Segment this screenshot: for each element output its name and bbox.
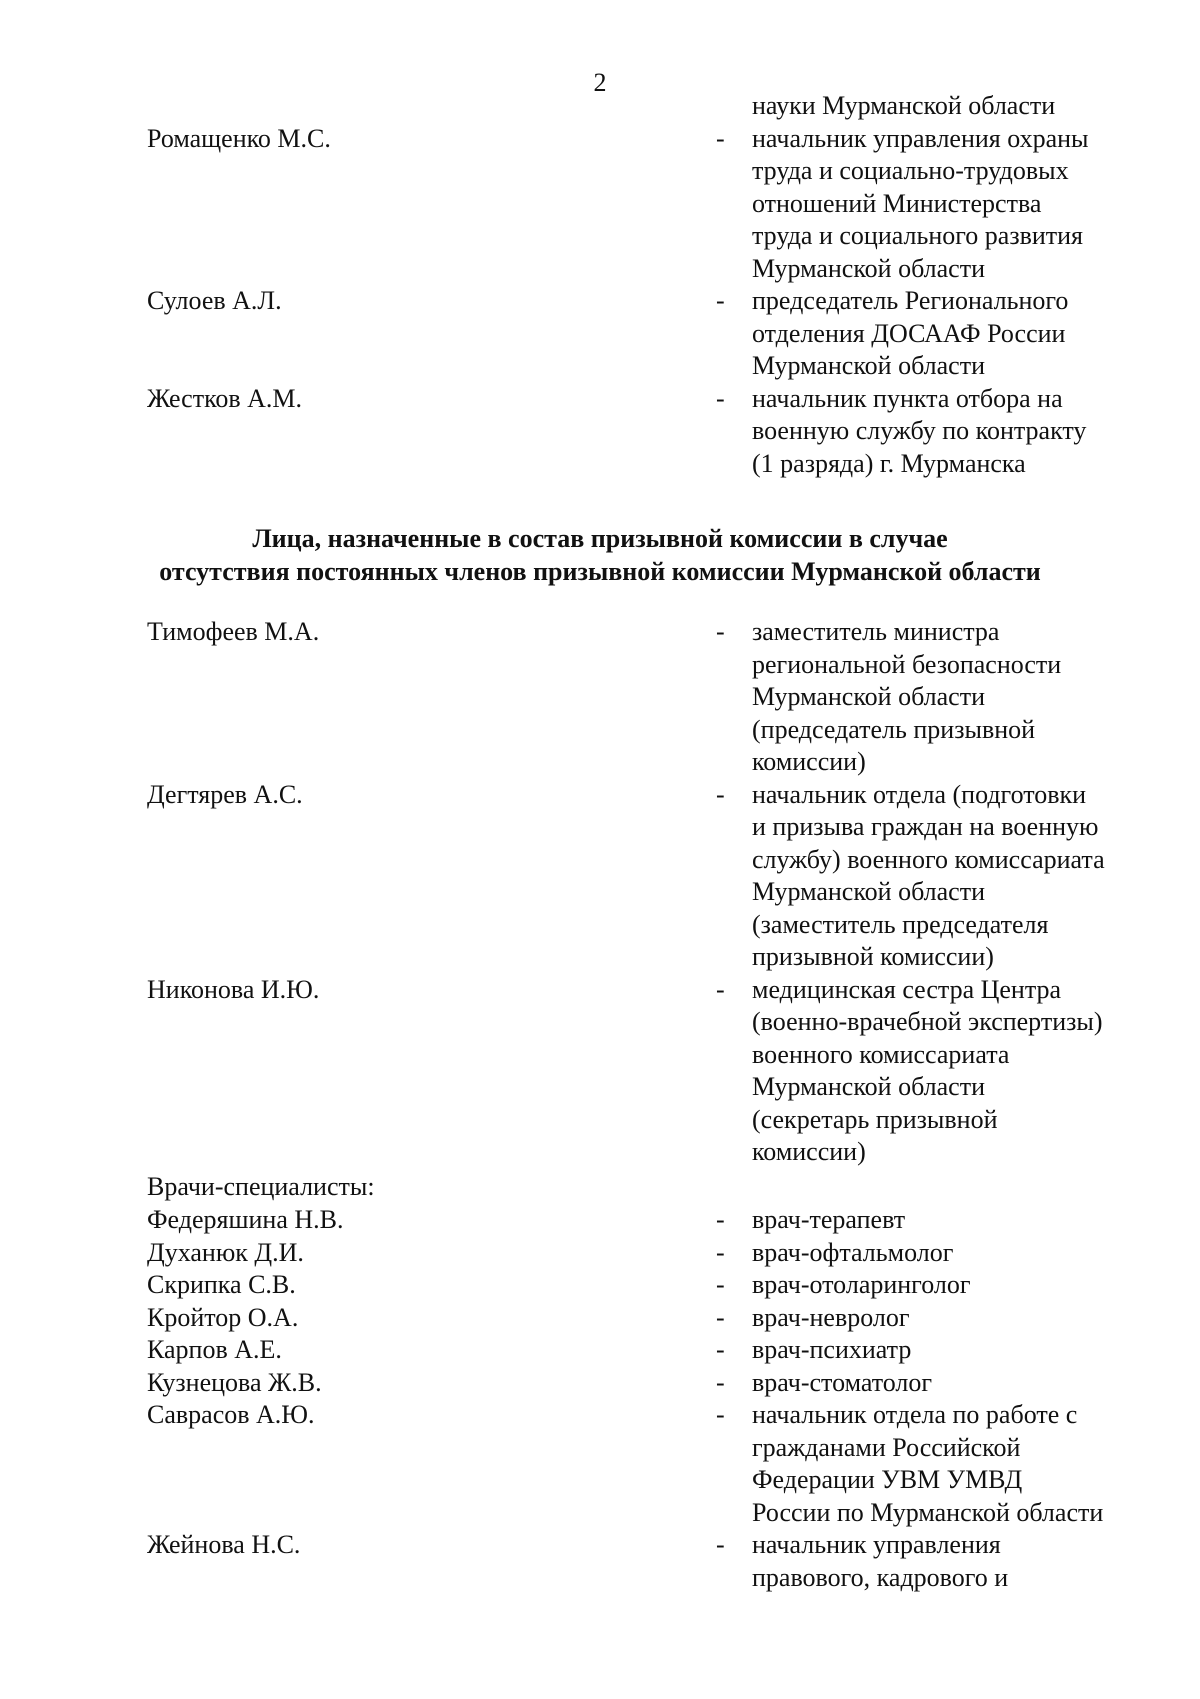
- alternates-list: [0, 616, 1200, 1169]
- top-members-list: [0, 123, 1200, 481]
- role-line: врач-отоларинголог: [752, 1270, 971, 1299]
- member-row: [0, 1529, 1200, 1594]
- member-role: [752, 1399, 1172, 1529]
- specialists-label: Врачи-специалисты:: [147, 1172, 375, 1201]
- continuation-line: науки Мурманской области: [752, 91, 1056, 120]
- role-line: правового, кадрового и: [752, 1562, 1009, 1592]
- member-name: Кузнецова Ж.В.: [147, 1367, 322, 1397]
- role-line: председатель Регионального: [752, 286, 1069, 315]
- role-line: региональной безопасности: [752, 649, 1062, 679]
- role-line: врач-офтальмолог: [752, 1237, 954, 1267]
- role-line: труда и социального развития: [752, 221, 1084, 250]
- role-line: гражданами Российской: [752, 1432, 1021, 1462]
- member-row: [0, 1237, 1200, 1270]
- role-line: комиссии): [752, 747, 866, 776]
- role-line: военную службу по контракту: [752, 416, 1087, 445]
- member-row: [0, 1367, 1200, 1400]
- member-role: [752, 285, 1172, 383]
- member-name: Федеряшина Н.В.: [147, 1205, 344, 1234]
- member-row: [0, 383, 1200, 481]
- role-line: врач-стоматолог: [752, 1367, 933, 1397]
- role-line: Мурманской области: [752, 351, 985, 380]
- role-line: начальник пункта отбора на: [752, 383, 1063, 413]
- alternates-block: [0, 616, 1200, 1169]
- role-line: отделения ДОСААФ России: [752, 318, 1066, 348]
- dash-separator: -: [716, 617, 725, 646]
- member-name: Духанюк Д.И.: [147, 1237, 304, 1267]
- continuation-row: [0, 90, 1200, 123]
- role-line: Мурманской области: [752, 877, 985, 906]
- member-role: [752, 1237, 1172, 1270]
- member-role: [752, 616, 1172, 779]
- dash-separator: -: [716, 1205, 725, 1234]
- dash-separator: -: [716, 1530, 725, 1559]
- role-line: отношений Министерства: [752, 188, 1042, 218]
- role-line: начальник управления: [752, 1530, 1001, 1559]
- member-role: [752, 1204, 1172, 1237]
- member-role: [752, 779, 1172, 974]
- role-line: военного комиссариата: [752, 1039, 1010, 1069]
- top-members-block: [0, 90, 1200, 480]
- role-line: медицинская сестра Центра: [752, 974, 1062, 1004]
- member-name: Никонова И.Ю.: [147, 974, 320, 1004]
- member-role: [752, 1269, 1172, 1302]
- role-line: и призыва граждан на военную: [752, 812, 1099, 841]
- dash-separator: -: [716, 1302, 725, 1332]
- dash-separator: -: [716, 779, 725, 809]
- role-line: заместитель министра: [752, 617, 1000, 646]
- dash-separator: -: [716, 1400, 725, 1429]
- member-role: [752, 1367, 1172, 1400]
- member-row: [0, 1334, 1200, 1367]
- role-line: (военно-врачебной экспертизы): [752, 1007, 1103, 1036]
- dash-separator: -: [716, 1237, 725, 1267]
- member-name: Ромащенко М.С.: [147, 123, 331, 153]
- dash-separator: -: [716, 1270, 725, 1299]
- role-line: Мурманской области: [752, 1072, 985, 1101]
- member-name: Кройтор О.А.: [147, 1302, 299, 1332]
- member-role: [752, 974, 1172, 1169]
- role-line: службу) военного комиссариата: [752, 844, 1105, 874]
- role-line: (1 разряда) г. Мурманска: [752, 448, 1026, 478]
- role-line: врач-невролог: [752, 1302, 910, 1332]
- member-name: Дегтярев А.С.: [147, 779, 303, 809]
- member-role: [752, 123, 1172, 286]
- role-line: (секретарь призывной: [752, 1104, 998, 1134]
- member-row: [0, 616, 1200, 779]
- member-role: [752, 1529, 1172, 1594]
- page-number: 2: [593, 68, 607, 97]
- member-row: [0, 974, 1200, 1169]
- member-row: [0, 285, 1200, 383]
- dash-separator: -: [716, 286, 725, 315]
- member-name: Сулоев А.Л.: [147, 286, 282, 315]
- member-name: Скрипка С.В.: [147, 1270, 296, 1299]
- role-line: Мурманской области: [752, 682, 985, 711]
- member-role: [752, 1302, 1172, 1335]
- member-name: Жестков А.М.: [147, 383, 303, 413]
- role-line: начальник управления охраны: [752, 123, 1089, 153]
- role-line: комиссии): [752, 1137, 866, 1166]
- dash-separator: -: [716, 123, 725, 153]
- specialists-block: [0, 1204, 1200, 1594]
- role-line: врач-психиатр: [752, 1335, 912, 1364]
- dash-separator: -: [716, 383, 725, 413]
- role-line: призывной комиссии): [752, 942, 994, 971]
- member-row: [0, 779, 1200, 974]
- member-name: Саврасов А.Ю.: [147, 1400, 315, 1429]
- section-heading-line-1: Лица, назначенные в состав призывной комиссии в случае: [252, 524, 948, 553]
- role-line: (заместитель председателя: [752, 909, 1049, 939]
- member-row: [0, 123, 1200, 286]
- section-heading: [0, 522, 1200, 588]
- role-line: (председатель призывной: [752, 714, 1036, 744]
- section-heading-line-2: отсутствия постоянных членов призывной комиссии Мурманской области: [159, 557, 1041, 586]
- member-row: [0, 1302, 1200, 1335]
- member-row: [0, 1204, 1200, 1237]
- specialists-list: [0, 1204, 1200, 1594]
- dash-separator: -: [716, 1367, 725, 1397]
- member-role: [752, 383, 1172, 481]
- role-line: начальник отдела по работе с: [752, 1400, 1078, 1429]
- role-line: труда и социально-трудовых: [752, 156, 1069, 185]
- member-name: Жейнова Н.С.: [147, 1530, 301, 1559]
- role-line: Мурманской области: [752, 253, 985, 283]
- dash-separator: -: [716, 974, 725, 1004]
- member-row: [0, 1399, 1200, 1529]
- member-role: [752, 1334, 1172, 1367]
- member-name: Тимофеев М.А.: [147, 617, 320, 646]
- dash-separator: -: [716, 1335, 725, 1364]
- member-row: [0, 1269, 1200, 1302]
- role-line: врач-терапевт: [752, 1205, 906, 1234]
- role-line: России по Мурманской области: [752, 1497, 1104, 1527]
- role-line: начальник отдела (подготовки: [752, 779, 1087, 809]
- member-name: Карпов А.Е.: [147, 1335, 282, 1364]
- role-line: Федерации УВМ УМВД: [752, 1465, 1023, 1494]
